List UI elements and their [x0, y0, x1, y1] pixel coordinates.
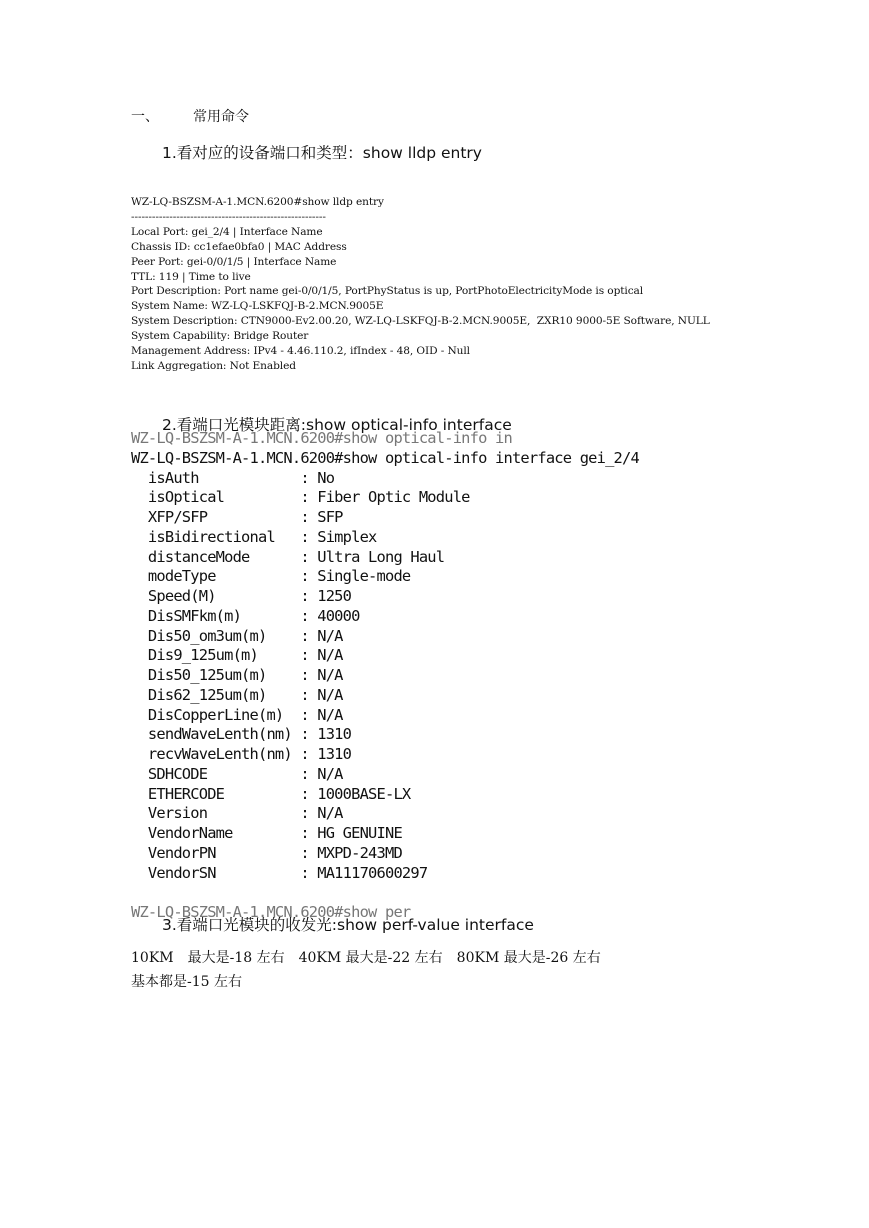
section-heading [131, 106, 249, 126]
optical-info-row: DisSMFkm(m) : 40000 [131, 606, 360, 625]
optical-info-row: distanceMode : Ultra Long Haul [131, 547, 445, 566]
lldp-line: Peer Port: gei-0/0/1/5 | Interface Name [131, 255, 337, 268]
lldp-output-text [131, 195, 710, 374]
optical-info-row: modeType : Single-mode [131, 567, 411, 586]
lldp-line: System Description: CTN9000-Ev2.00.20, WZ-LQ-LSKFQJ-B-2.MCN.9005E, ZXR10 9000-5E Software, NULL [131, 315, 710, 328]
section-number: 一、 [131, 109, 159, 125]
note-10km: 10KM 最大是-18 左右 [131, 950, 285, 966]
section-title: 常用命令 [193, 109, 249, 125]
optical-info-row: isOptical : Fiber Optic Module [131, 488, 470, 507]
optical-info-row: sendWaveLenth(nm) : 1310 [131, 725, 352, 744]
lldp-terminal-screenshot [0, 193, 869, 375]
optical-info-row: XFP/SFP : SFP [131, 508, 343, 526]
power-range-notes [131, 947, 615, 967]
optical-info-row: Dis50_125um(m) : N/A [131, 666, 343, 684]
optical-info-row: SDHCODE : N/A [131, 764, 343, 783]
step-2-label: 2.看端口光模块距离:show optical-info interface [162, 416, 512, 434]
lldp-line: Link Aggregation: Not Enabled [131, 359, 296, 372]
note-80km: 80KM 最大是-26 左右 [456, 950, 601, 966]
step-3-label: 3.看端口光模块的收发光:show perf-value interface [162, 916, 534, 934]
optical-command-line: WZ-LQ-BSZSM-A-1.MCN.6200#show optical-info interface gei_2/4 [131, 448, 639, 467]
optical-info-row: VendorSN : MA11170600297 [131, 863, 428, 882]
lldp-line: Chassis ID: cc1efae0bfa0 | MAC Address [131, 240, 347, 253]
optical-output-text [131, 429, 639, 923]
lldp-line: System Name: WZ-LQ-LSKFQJ-B-2.MCN.9005E [131, 300, 384, 313]
optical-info-row: Version : N/A [131, 804, 343, 823]
optical-info-row: VendorName : HG GENUINE [131, 824, 402, 842]
lldp-line: WZ-LQ-BSZSM-A-1.MCN.6200#show lldp entry [131, 196, 384, 208]
lldp-line: Port Description: Port name gei-0/0/1/5, PortPhyStatus is up, PortPhotoElectricityMode is optical [131, 285, 644, 298]
optical-info-row: VendorPN : MXPD-243MD [131, 843, 402, 862]
lldp-line: TTL: 119 | Time to live [131, 270, 251, 283]
optical-info-row: DisCopperLine(m) : N/A [131, 705, 343, 724]
step-1-label: 1.看对应的设备端口和类型：show lldp entry [162, 144, 482, 162]
lldp-line: Local Port: gei_2/4 | Interface Name [131, 225, 323, 238]
optical-info-row: Dis50_om3um(m) : N/A [131, 626, 343, 645]
optical-info-row: Speed(M) : 1250 [131, 587, 352, 605]
previous-prompt-cut: WZ-LQ-BSZSM-A-1.MCN.6200#show optical-info in [131, 429, 512, 447]
optical-info-row: recvWaveLenth(nm) : 1310 [131, 745, 352, 763]
optical-info-row: Dis62_125um(m) : N/A [131, 685, 343, 704]
optical-info-row: isAuth : No [131, 468, 335, 487]
typical-value-note: 基本都是-15 左右 [131, 974, 242, 990]
optical-info-rows [131, 469, 470, 882]
next-prompt-cut: WZ-LQ-BSZSM-A-1.MCN.6200#show per [131, 903, 411, 921]
optical-info-row: ETHERCODE : 1000BASE-LX [131, 784, 411, 803]
lldp-line: Management Address: IPv4 - 4.46.110.2, ifIndex - 48, OID - Null [131, 345, 470, 358]
lldp-line: -------------------------------------------------------- [131, 210, 326, 223]
optical-info-row: isBidirectional : Simplex [131, 527, 377, 546]
lldp-line: System Capability: Bridge Router [131, 330, 309, 343]
optical-info-terminal-screenshot [0, 429, 869, 921]
note-40km: 40KM 最大是-22 左右 [298, 950, 443, 966]
optical-info-row: Dis9_125um(m) : N/A [131, 646, 343, 665]
